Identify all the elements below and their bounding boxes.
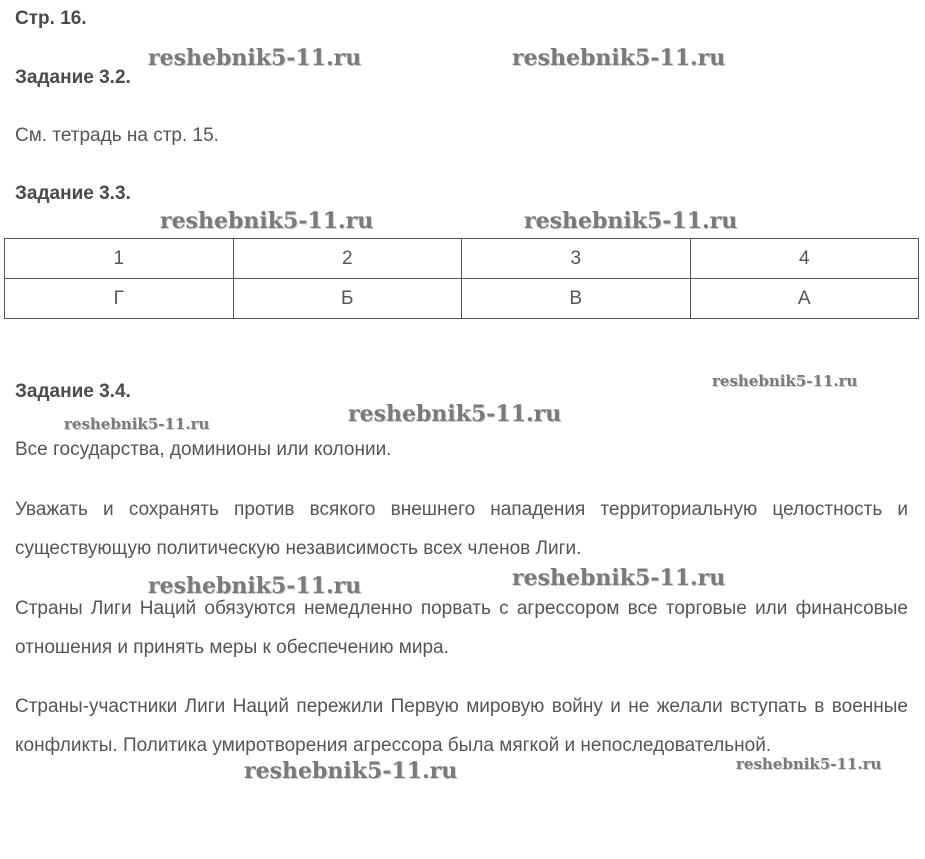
watermark: reshebnik5-11.ru [512, 565, 726, 591]
watermark: reshebnik5-11.ru [64, 415, 210, 433]
watermark: reshebnik5-11.ru [348, 401, 562, 427]
table-cell-number: 1 [5, 239, 234, 279]
table-row-numbers [5, 239, 919, 279]
task-3-4-paragraph: Страны-участники Лиги Наций пережили Первую мировую войну и не желали вступать в военные конфликты. Политика умиротворения агрессора была мягкой и непоследовательной. [15, 696, 908, 756]
page-label: Стр. 16. [15, 8, 87, 29]
table-cell-answer: Г [5, 279, 234, 319]
watermark: reshebnik5-11.ru [736, 755, 882, 773]
task-3-4-paragraph: Уважать и сохранять против всякого внешнего нападения территориальную целостность и существующую политическую независимость всех членов Лиги. [15, 499, 908, 559]
table-cell-answer: Б [233, 279, 462, 319]
task-3-4-heading: Задание 3.4. [15, 381, 131, 402]
task-3-3-heading: Задание 3.3. [15, 183, 131, 204]
watermark: reshebnik5-11.ru [512, 45, 726, 71]
task-3-2-heading: Задание 3.2. [15, 67, 131, 88]
table-cell-number: 2 [233, 239, 462, 279]
watermark: reshebnik5-11.ru [148, 573, 362, 599]
answer-table [4, 238, 919, 319]
task-3-2-text: См. тетрадь на стр. 15. [15, 125, 219, 146]
task-3-4-paragraph: Страны Лиги Наций обязуются немедленно порвать с агрессором все торговые или финансовые отношения и принять меры к обеспечению мира. [15, 598, 908, 658]
task-3-4-paragraph: Все государства, доминионы или колонии. [15, 439, 392, 460]
watermark: reshebnik5-11.ru [160, 208, 374, 234]
watermark: reshebnik5-11.ru [244, 758, 458, 784]
table-cell-number: 3 [462, 239, 691, 279]
table-cell-number: 4 [690, 239, 919, 279]
watermark: reshebnik5-11.ru [524, 208, 738, 234]
table-cell-answer: В [462, 279, 691, 319]
watermark: reshebnik5-11.ru [148, 45, 362, 71]
table-cell-answer: А [690, 279, 919, 319]
table-row-answers [5, 279, 919, 319]
watermark: reshebnik5-11.ru [712, 372, 858, 390]
